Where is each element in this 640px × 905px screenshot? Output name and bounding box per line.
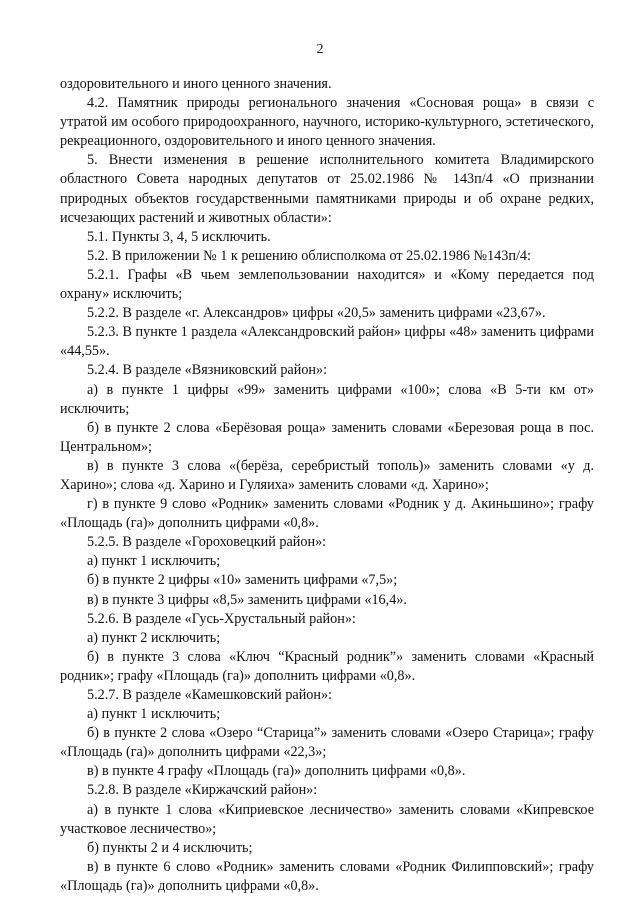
paragraph: а) в пункте 1 слова «Киприевское лесничество» заменить словами «Кипревское участковое лесничество»; xyxy=(60,801,594,837)
page-number: 2 xyxy=(316,42,324,57)
paragraph: а) пункт 1 исключить; xyxy=(87,553,221,570)
paragraph: в) в пункте 4 графу «Площадь (га)» дополнить цифрами «0,8». xyxy=(87,763,466,780)
paragraph: 5.2.1. Графы «В чьем землепользовании находится» и «Кому передается под охрану» исключить; xyxy=(60,266,594,303)
paragraph: 5. Внести изменения в решение исполнительного комитета Владимирского областного Совета народных депутатов от 25.02.1986 № 143п/4 «О признании природных объектов государственными памятниками природы и об охране редких, исчезающих растений и животных области»: xyxy=(60,152,594,226)
paragraph: 4.2. Памятник природы регионального значения «Сосновая роща» в связи с утратой им особого природоохранного, научного, историко-культурного, эстетического, рекреационного, оздоровительного и иного ценного значения. xyxy=(60,95,594,150)
paragraph: а) в пункте 1 цифры «99» заменить цифрами «100»; слова «В 5-ти км от» исключить; xyxy=(60,381,594,417)
paragraph: 5.2.3. В пункте 1 раздела «Александровский район» цифры «48» заменить цифрами «44,55». xyxy=(60,324,594,360)
paragraph: 5.2. В приложении № 1 к решению облисполкома от 25.02.1986 №143п/4: xyxy=(87,247,531,264)
paragraph: б) в пункте 2 слова «Озеро “Старица”» заменить словами «Озеро Старица»; графу «Площадь (га)» дополнить цифрами «22,3»; xyxy=(60,725,594,761)
paragraph: 5.2.2. В разделе «г. Александров» цифры «20,5» заменить цифрами «23,67». xyxy=(87,305,546,322)
paragraph: 5.2.6. В разделе «Гусь-Хрустальный район»: xyxy=(87,610,356,627)
paragraph: в) в пункте 3 цифры «8,5» заменить цифрами «16,4». xyxy=(87,591,407,608)
paragraph: г) в пункте 9 слово «Родник» заменить словами «Родник у д. Акиньшино»; графу «Площадь (га)» дополнить цифрами «0,8». xyxy=(60,496,594,532)
paragraph: 5.2.8. В разделе «Киржачский район»: xyxy=(87,782,318,799)
document-body xyxy=(60,75,594,896)
paragraph: оздоровительного и иного ценного значения. xyxy=(60,76,332,92)
paragraph: б) в пункте 2 цифры «10» заменить цифрами «7,5»; xyxy=(87,572,398,589)
paragraph: б) в пункте 2 слова «Берёзовая роща» заменить словами «Березовая роща в пос. Центральном»; xyxy=(60,419,594,455)
paragraph: 5.2.4. В разделе «Вязниковский район»: xyxy=(87,362,328,379)
paragraph: в) в пункте 6 слово «Родник» заменить словами «Родник Филипповский»; графу «Площадь (га)» дополнить цифрами «0,8». xyxy=(60,858,594,894)
paragraph: в) в пункте 3 слова «(берёза, серебристый тополь)» заменить словами «у д. Харино»; слова «д. Харино и Гуляиха» заменить словами «д. Харино»; xyxy=(60,457,594,493)
paragraph: 5.2.5. В разделе «Гороховецкий район»: xyxy=(87,534,327,551)
paragraph: а) пункт 1 исключить; xyxy=(87,706,221,723)
paragraph: 5.1. Пункты 3, 4, 5 исключить. xyxy=(87,228,271,245)
paragraph: б) в пункте 3 слова «Ключ “Красный родник”» заменить словами «Красный родник»; графу «Площадь (га)» дополнить цифрами «0,8». xyxy=(60,648,594,684)
paragraph: 5.2.7. В разделе «Камешковский район»: xyxy=(87,687,333,703)
paragraph: б) пункты 2 и 4 исключить; xyxy=(87,839,253,856)
paragraph: а) пункт 2 исключить; xyxy=(87,629,221,646)
